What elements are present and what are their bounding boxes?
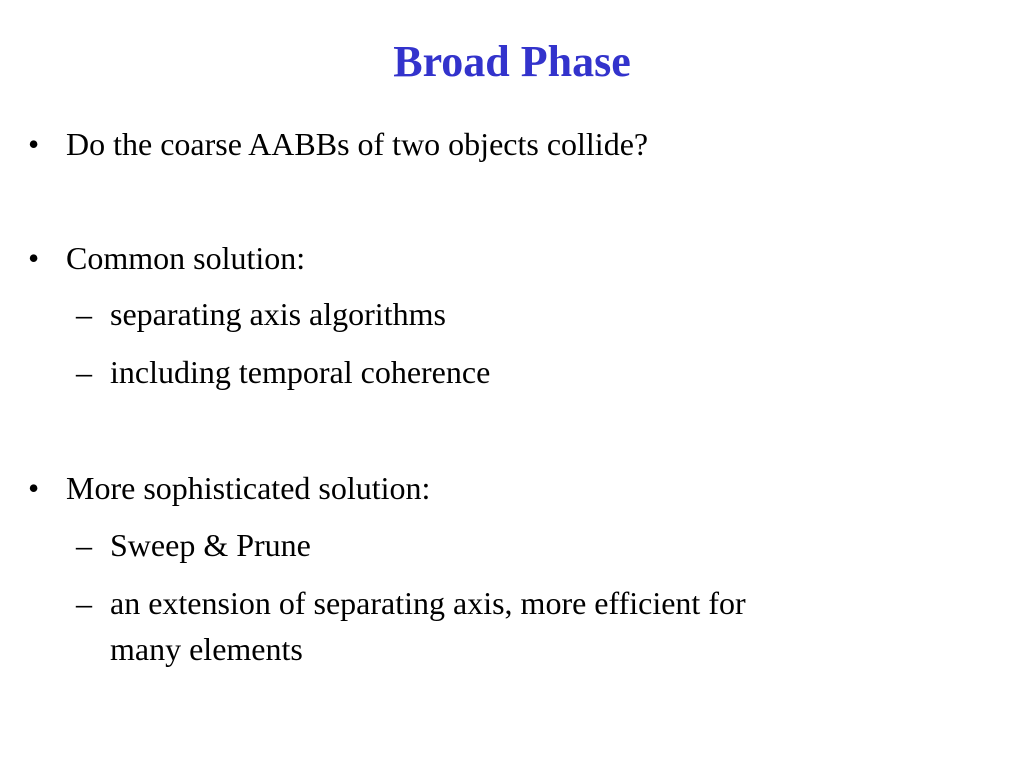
dash-icon: –	[76, 527, 92, 563]
sub-bullet-text: an extension of separating axis, more efficient for	[110, 585, 746, 621]
sub-bullet-text: Sweep & Prune	[110, 527, 311, 563]
dash-icon: –	[76, 585, 92, 621]
bullet-text: Common solution:	[66, 240, 306, 276]
bullet-text: More sophisticated solution:	[66, 470, 431, 506]
bullet-text: Do the coarse AABBs of two objects collide?	[66, 126, 649, 162]
dash-icon: –	[76, 354, 92, 390]
sub-bullet-text: many elements	[110, 631, 303, 667]
sub-bullet-text: including temporal coherence	[110, 354, 491, 390]
sub-bullet-text: separating axis algorithms	[110, 296, 446, 332]
bullet-icon: •	[28, 126, 40, 162]
bullet-icon: •	[28, 240, 40, 276]
slide-title: Broad Phase	[393, 37, 631, 86]
bullet-icon: •	[28, 470, 40, 506]
dash-icon: –	[76, 296, 92, 332]
